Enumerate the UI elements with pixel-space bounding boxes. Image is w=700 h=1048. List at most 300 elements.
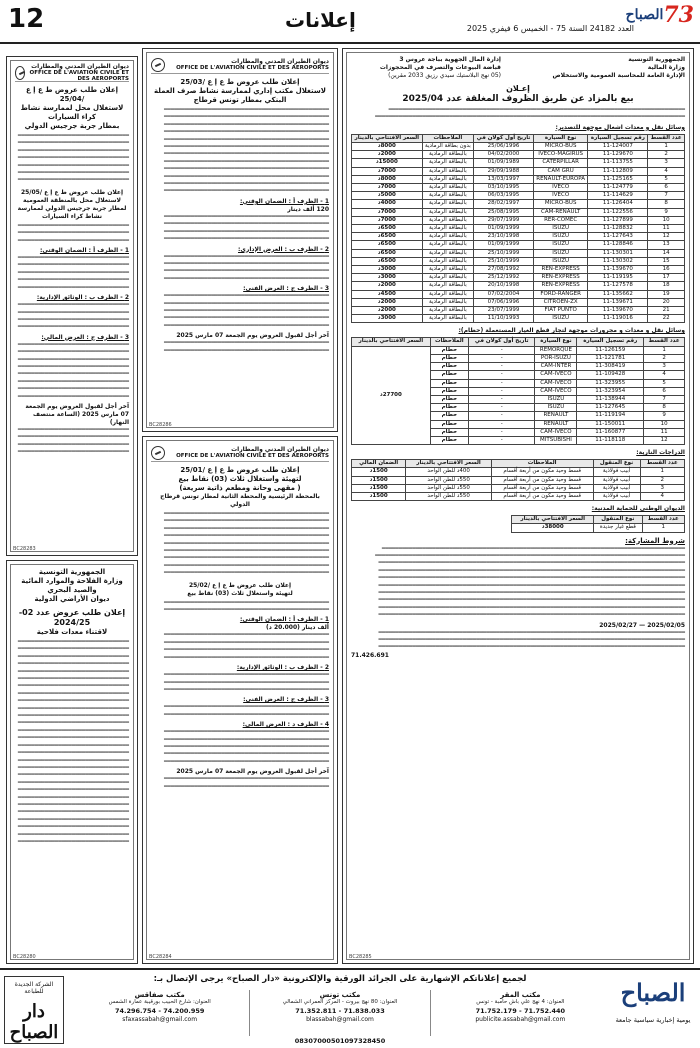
table-cell: بالبطاقة الرمادية (422, 151, 474, 159)
table-cell: 11-129670 (588, 151, 648, 159)
table-row (352, 476, 685, 484)
table-cell: بالبطاقة الرمادية (422, 315, 474, 323)
civil-protection-table (511, 515, 685, 532)
table-cell: حطام (430, 428, 468, 436)
table-cell: 11-130301 (588, 249, 648, 257)
deadline-text: آخر أجل لقبول العروض يوم الجمعة 07 مارس 2025 (176, 768, 329, 776)
body-text: ━━━━━━━━━━━━━━━━━━━━━━━━━━━━━━━━━ ━━━━━━━━━━━━━━━━━━━━━━━━━━━━━━━━━ ━━━━━━━━━━━━━━━━━━━━━━━━━━━━━━━━━ ━━━━━━━━━━━━━━━━━━━━━━━━━━━━━━━━━ ━━━━━━━━━━━━━━━━━━━━━━━━━━━━━━━━━ ━━━━━━━━━━━━━━━━━━━━━━━━━━━━━━━━━ ━━━━━━━━━━━━━━━━━━━━━━━━━━━━━━━━━ ━━━━━━━━━━━━━━━━━━━━━━━━━━━━━━━━━ (17, 341, 129, 400)
table-header-cell: عدد القسط (648, 134, 685, 142)
table-cell: بالبطاقة الرمادية (422, 167, 474, 175)
office-card (70, 990, 249, 1036)
ad-right-auction (342, 48, 694, 964)
table-cell: MICRO-BUS (533, 143, 588, 151)
table-cell: قسط وحيد مكون من أربعة أقسام (491, 476, 593, 484)
offices-list (70, 990, 610, 1036)
body-text: ━━━━━━━━━━━━━━━━━━━━━━━━━━━━━━━━━━━━━━━━━━━━━━━━━ ━━━━━━━━━━━━━━━━━━━━━━━━━━━━━━━━━━━━━━━━━━━━━━━━━ ━━━━━━━━━━━━━━━━━━━━━━━━━━━━━━━━━━━━━━━━━━━━━━━━━ ━━━━━━━━━━━━━━━━━━━━━━━━━━━━━━━━━━━━━━━━━━━━━━━━━ ━━━━━━━━━━━━━━━━━━━━━━━━━━━━━━━━━━━━━━━━━━━━━━━━━ ━━━━━━━━━━━━━━━━━━━━━━━━━━━━━━━━━━━━━━━━━━━━━━━━━ ━━━━━━━━━━━━━━━━━━━━━━━━━━━━━━━━━━━━━━━━━━━━━━━━━ ━━━━━━━━━━━━━━━━━━━━━━━━━━━━━━━━━━━━━━━━━━━━━━━━━ ━━━━━━━━━━━━━━━━━━━━━━━━━━━━━━━━━━━━━━━━━━━━━━━━━ (163, 511, 329, 577)
newspaper-logo (625, 2, 694, 28)
ad-title: إعلان طلب عروض ط ع إ ع /25/01 (180, 466, 300, 474)
ad-ref: BC28286 (149, 422, 172, 428)
table-header-cell: السعر الافتتاحي بالدينار (352, 338, 431, 346)
ad-title: إعلان طلب عروض ط ع إ ع /25/05 (20, 188, 124, 196)
table-cell: 1 (648, 143, 685, 151)
ad-ref: BC28280 (13, 954, 36, 960)
table-cell: 6500د (352, 241, 423, 249)
table-cell: بالبطاقة الرمادية (422, 274, 474, 282)
table-cell: 3000د (352, 266, 423, 274)
dar-assabah-box (4, 976, 64, 1044)
table-row (352, 298, 685, 306)
table-cell: 7000د (352, 216, 423, 224)
table-cell: 01/09/1999 (474, 225, 534, 233)
table-cell: حطام (430, 420, 468, 428)
table-cell: - (468, 354, 535, 362)
table-row (352, 151, 685, 159)
table-cell: MICRO-BUS (533, 200, 588, 208)
office-email: blassabah@gmail.com (306, 1016, 374, 1023)
section-heading: 2 - الظرف ب : الوثائق الإدارية: (36, 294, 129, 302)
table-cell: بالبطاقة الرمادية (422, 216, 474, 224)
office-phone: 71.752.179 - 71.752.440 (475, 1007, 566, 1015)
table-header-cell: نوع السيارة (535, 338, 577, 346)
oaca-name-ar: ديوان الطيران المدني والمطارات (231, 446, 329, 453)
table-cell: 7000د (352, 208, 423, 216)
table-cell: 01/09/1989 (474, 159, 534, 167)
table-cell: - (468, 395, 535, 403)
table-cell: RENAULT (535, 420, 577, 428)
table-cell: 11-121781 (577, 354, 644, 362)
table-cell: 22 (648, 315, 685, 323)
table-cell: 11-127645 (577, 404, 644, 412)
ad-title: ( مقهى وحانة ومطعم ذاتية سريعة) (179, 484, 301, 492)
conditions-heading: شروط المشاركة: (625, 536, 685, 545)
table-cell: 11-128832 (588, 225, 648, 233)
lot-title: الديوان الوطني للحماية المدنية: (591, 505, 685, 513)
table-cell: 12 (644, 436, 685, 444)
table-row (352, 192, 685, 200)
table-cell: 7 (644, 395, 685, 403)
auction-title: بيع بالمزاد عن طريق الظروف المغلقة عدد 2025/04 (402, 94, 634, 104)
table-cell: REN-EXPRESS (533, 282, 588, 290)
table-row (352, 233, 685, 241)
tagline: يومية إخبارية سياسية جامعة (615, 1016, 691, 1024)
table-cell: 4500د (352, 290, 423, 298)
table-cell: - (468, 420, 535, 428)
table-cell: 1500د (352, 484, 406, 492)
table-cell: 11-112809 (588, 167, 648, 175)
ad-title: لاستغلال مكتب إداري لممارسة نشاط صرف العملة (154, 87, 326, 95)
table-cell: 11-124779 (588, 184, 648, 192)
table-cell: أبيب فولاذية (593, 492, 640, 500)
table-row (352, 290, 685, 298)
table-cell: 11 (648, 225, 685, 233)
table-cell: 11-127578 (588, 282, 648, 290)
table-cell: ISUZU (533, 257, 588, 265)
page-footer (0, 968, 700, 1048)
office-name: مكتب تونس (319, 991, 361, 999)
table-row (352, 282, 685, 290)
table-cell: ISUZU (533, 249, 588, 257)
section-heading: 3 - الظرف ج : العرض المالي: (41, 333, 129, 341)
table-cell: 28/02/1997 (474, 200, 534, 208)
table-cell: بالبطاقة الرمادية (422, 233, 474, 241)
table-cell: بالبطاقة الرمادية (422, 241, 474, 249)
ad-title: لاستغلال محل لممارسة نشاط كراء السيارات (20, 104, 124, 121)
table-cell: 5000د (352, 192, 423, 200)
export-vehicles-table (351, 134, 685, 324)
table-cell: 1500د (352, 468, 406, 476)
table-cell: - (468, 387, 535, 395)
table-cell: CAM-IVECO (535, 428, 577, 436)
table-cell: ISUZU (533, 233, 588, 241)
table-cell: 3 (648, 159, 685, 167)
deadline-text: آخر أجل لقبول العروض يوم الجمعة 07 مارس 2025 (الساعة منتصف النهار) (25, 402, 129, 426)
table-cell: حطام (430, 412, 468, 420)
body-text: ━━━━━━━━━━━━━━━━━━━━━━━━━━━━━━━━━━━━━━━━━━━━━━━━━━━━━━━━━━━━━━━━━━━━━━━━━━━━━━━━━━━━━━━━ ━━━━━━━━━━━━━━━━━━━━━━━━━━━━━━━━━━━━━━━━━━━━━━━━━━━━━━━━━━━━━━━━━━━━━━━━━━━━━━━━━━━━━━━━━━━━ (375, 107, 685, 121)
table-cell: 38000د (512, 524, 594, 532)
table-cell: 11/10/1993 (474, 315, 534, 323)
table-cell: FORD-RANGER (533, 290, 588, 298)
table-cell: 11-139671 (588, 298, 648, 306)
table-cell: 4 (644, 371, 685, 379)
table-cell: 13/03/1997 (474, 175, 534, 183)
table-cell: 18 (648, 282, 685, 290)
table-cell: 21 (648, 307, 685, 315)
table-cell: 11-125165 (588, 175, 648, 183)
table-header-cell: الملاحظات (422, 134, 474, 142)
key-dates: 2025/02/05 — 2025/02/27 (599, 621, 685, 629)
section-heading: 3 - الظرف ج : العرض الفني: (243, 285, 329, 293)
table-row (352, 143, 685, 151)
assabah-brand (610, 976, 696, 1044)
ad-ref: BC28285 (349, 954, 372, 960)
table-cell: CAM-IVECO (535, 371, 577, 379)
table-cell: بالبطاقة الرمادية (422, 175, 474, 183)
auction-header (351, 56, 685, 80)
ad-title: إعلان طلب عروض ط ع إ ع /25/02 (188, 581, 292, 589)
table-cell: 11-126404 (588, 200, 648, 208)
ad-left-oaca (6, 56, 138, 556)
page-header (0, 0, 700, 44)
table-header-cell: رقم تسجيل السيارة (588, 134, 648, 142)
table-cell: 11-126159 (577, 346, 644, 354)
table-cell: CITROEN-ZX (533, 298, 588, 306)
table-cell: 25/08/1995 (474, 208, 534, 216)
table-cell: بالبطاقة الرمادية (422, 257, 474, 265)
table-cell: 11-135662 (588, 290, 648, 298)
table-cell: 29/09/1988 (474, 167, 534, 175)
table-cell: 11-114629 (588, 192, 648, 200)
assabah-logo: الصباح (620, 978, 686, 1007)
table-row (352, 159, 685, 167)
page-number: 12 (8, 4, 45, 34)
section-heading: 2 - الظرف ب : الوثائق الإدارية: (236, 664, 329, 672)
table-cell: IVECO (533, 184, 588, 192)
table-cell: 2 (640, 476, 684, 484)
table-cell: 07/02/2004 (474, 290, 534, 298)
lot-title: وسائل نقل و معدات و مجرورات موجهة لتجار قطع الغيار المستعملة (حطام): (458, 327, 685, 335)
body-text: ━━━━━━━━━━━━━━━━━━━━━━━━━━━━━━━━━━━━━━━━━━━━━━━━━ ━━━━━━━━━━━━━━━━━━━━━━━━━━━━━━━━━━━━━━━━━━━━━━━━━ ━━━━━━━━━━━━━━━━━━━━━━━━━━━━━━━━━━━━━━━━━━━━━━━━━ ━━━━━━━━━━━━━━━━━━━━━━━━━━━━━━━━━━━━━━━━━━━━━━━━━ (163, 253, 329, 282)
table-cell: 11-122556 (588, 208, 648, 216)
table-cell: بالبطاقة الرمادية (422, 290, 474, 298)
table-row (352, 175, 685, 183)
section-heading: 2 - الظرف ب : العرض الإداري: (237, 245, 329, 253)
table-cell: 7000د (352, 184, 423, 192)
body-text: ━━━━━━━━━━━━━━━━━━━━━━━━━━━━━━━━━━━━━━━━━━━━━━━━━ ━━━━━━━━━━━━━━━━━━━━━━━━━━━━━━━━━━━━━━━━━━━━━━━━━ ━━━━━━━━━━━━━━━━━━━━━━━━━━━━━━━━━━━━━━━━━━━━━━━━━ ━━━━━━━━━━━━━━━━━━━━━━━━━━━━━━━━━━━━━━━━━━━━━━━━━ (163, 213, 329, 243)
table-cell: 23/10/1998 (474, 233, 534, 241)
section-title: إعلانات (285, 8, 356, 32)
office-address: العنوان: 80 نهج بيروت - المركز العمراني الشمالي (282, 999, 398, 1005)
table-row (352, 468, 685, 476)
section-heading: 3 - الظرف ج : العرض الفني: (243, 696, 329, 704)
oaca-header (151, 444, 329, 462)
table-cell: 2 (648, 151, 685, 159)
table-row (352, 216, 685, 224)
table-row (352, 307, 685, 315)
table-cell: MITSUBISHI (535, 436, 577, 444)
body-text: ━━━━━━━━━━━━━━━━━━━━━━━━━━━━━━━━━ ━━━━━━━━━━━━━━━━━━━━━━━━━━━━━━━━━ ━━━━━━━━━━━━━━━━━━━━━━━━━━━━━━━━━ ━━━━━━━━━━━━━━━━━━━━━━━━━━━━━━━━━ (17, 426, 129, 456)
table-cell: 12 (648, 233, 685, 241)
table-cell: 11-113755 (588, 159, 648, 167)
table-cell: - (468, 412, 535, 420)
body-text: ━━━━━━━━━━━━━━━━━━━━━━━━━━━━━━━━━━━━━━━━━━━━━━━━━ ━━━━━━━━━━━━━━━━━━━━━━━━━━━━━━━━━━━━━━━━━━━━━━━━━ (163, 599, 329, 614)
table-cell: IVECO-MAGIRUS (533, 151, 588, 159)
table-cell: CAM-INTER (535, 363, 577, 371)
oaca-name-ar: ديوان الطيران المدني والمطارات (231, 58, 329, 65)
oaca-header (15, 64, 129, 82)
table-row (352, 274, 685, 282)
table-cell: حطام (430, 363, 468, 371)
table-cell: 2000د (352, 307, 423, 315)
masthead (434, 2, 694, 42)
guarantee-amount: ألف دينار (20.000 د) (266, 624, 329, 632)
dept-label: قباضة البيوعات والتصرف في المحجوزات (379, 64, 501, 71)
table-cell: حطام (430, 436, 468, 444)
table-cell: حطام (430, 395, 468, 403)
table-cell: 1 (644, 346, 685, 354)
table-cell: 11-124007 (588, 143, 648, 151)
table-cell: 3000د (352, 315, 423, 323)
body-text: ━━━━━━━━━━━━━━━━━━━━━━━━━━━━━━━━━━━━━━━━━━━━━━━━━ ━━━━━━━━━━━━━━━━━━━━━━━━━━━━━━━━━━━━━━━━━━━━━━━━━ (163, 340, 329, 354)
table-cell: بالبطاقة الرمادية (422, 266, 474, 274)
table-cell: 11-160877 (577, 428, 644, 436)
table-cell: 15 (648, 257, 685, 265)
table-cell: 11-139670 (588, 266, 648, 274)
table-row (352, 346, 685, 354)
office-address: العنوان: شارع الحبيب بورقيبة عمارة الشمس (108, 999, 211, 1005)
table-cell: - (468, 363, 535, 371)
oaca-name-fr: OFFICE DE L'AVIATION CIVILE ET DES AEROPORTS (29, 70, 129, 82)
table-cell: 11-323954 (577, 387, 644, 395)
table-header-cell: عدد القسط (640, 460, 684, 468)
table-cell: بالبطاقة الرمادية (422, 159, 474, 167)
oaca-logo-icon (151, 58, 165, 72)
table-header-cell: الضمان المالي (352, 460, 406, 468)
table-header-cell: تاريخ أول كولان في (468, 338, 535, 346)
section-heading: 1 - الظرف أ : الضمان الوقتي: (239, 616, 329, 624)
table-cell: 6 (648, 184, 685, 192)
table-cell: بالبطاقة الرمادية (422, 307, 474, 315)
table-cell: 11-138944 (577, 395, 644, 403)
body-text: ━━━━━━━━━━━━━━━━━━━━━━━━━━━━━━━━━ ━━━━━━━━━━━━━━━━━━━━━━━━━━━━━━━━━ ━━━━━━━━━━━━━━━━━━━━━━━━━━━━━━━━━ ━━━━━━━━━━━━━━━━━━━━━━━━━━━━━━━━━ ━━━━━━━━━━━━━━━━━━━━━━━━━━━━━━━━━ ━━━━━━━━━━━━━━━━━━━━━━━━━━━━━━━━━ ━━━━━━━━━━━━━━━━━━━━━━━━━━━━━━━━━ ━━━━━━━━━━━━━━━━━━━━━━━━━━━━━━━━━ ━━━━━━━━━━━━━━━━━━━━━━━━━━━━━━━━━ ━━━━━━━━━━━━━━━━━━━━━━━━━━━━━━━━━ ━━━━━━━━━━━━━━━━━━━━━━━━━━━━━━━━━ ━━━━━━━━━━━━━━━━━━━━━━━━━━━━━━━━━ ━━━━━━━━━━━━━━━━━━━━━━━━━━━━━━━━━ ━━━━━━━━━━━━━━━━━━━━━━━━━━━━━━━━━ ━━━━━━━━━━━━━━━━━━━━━━━━━━━━━━━━━ ━━━━━━━━━━━━━━━━━━━━━━━━━━━━━━━━━ ━━━━━━━━━━━━━━━━━━━━━━━━━━━━━━━━━ ━━━━━━━━━━━━━━━━━━━━━━━━━━━━━━━━━ ━━━━━━━━━━━━━━━━━━━━━━━━━━━━━━━━━ ━━━━━━━━━━━━━━━━━━━━━━━━━━━━━━━━━ ━━━━━━━━━━━━━━━━━━━━━━━━━━━━━━━━━ ━━━━━━━━━━━━━━━━━━━━━━━━━━━━━━━━━ ━━━━━━━━━━━━━━━━━━━━━━━━━━━━━━━━━ ━━━━━━━━━━━━━━━━━━━━━━━━━━━━━━━━━ ━━━━━━━━━━━━━━━━━━━━━━━━━━━━━━━━━ ━━━━━━━━━━━━━━━━━━━━━━━━━━━━━━━━━ ━━━━━━━━━━━━━━━━━━━━━━━━━━━━━━━━━ ━━━━━━━━━━━━━━━━━━━━━━━━━━━━━━━━━ (17, 639, 129, 845)
table-row (352, 208, 685, 216)
ad-left-ministry (6, 560, 138, 964)
table-header-cell: الملاحظات (430, 338, 468, 346)
ad-title: إعلان طلب عروض ط ع إ ع /25/04 (25, 86, 119, 103)
table-cell: 6500د (352, 257, 423, 265)
table-cell: بالبطاقة الرمادية (422, 282, 474, 290)
body-text: ━━━━━━━━━━━━━━━━━━━━━━━━━━━━━━━━━━━━━━━━━━━━━━━━━━━━━━━━━━━━━━━━━━━━━━━━━━━━━━━━━━━━━━━━━━ ━━━━━━━━━━━━━━━━━━━━━━━━━━━━━━━━━━━━━━━━━━━━━━━━━━━━━━━━━━━━━━━━━━━━━━━━━━━━━━━━━━━━━━━━━━━━ ━━━━━━━━━━━━━━━━━━━━━━━━━━━━━━━━━━━━━━━━━━━━━━━━━━━━━━━━━━━━━━━━━━━━━━━━━━━━━━━━━━━━━━━━━━━ ━━━━━━━━━━━━━━━━━━━━━━━━━━━━━━━━━━━━━━━━━━━━━━━━━━━━━━━━━━━━━━━━━━━━━━━━━━━━━━━━━━━━━━━━━━━ ━━━━━━━━━━━━━━━━━━━━━━━━━━━━━━━━━━━━━━━━━━━━━━━━━━━━━━━━━━━━━━━━━━━━━━━━━━━━━━━━━━━━━━━━━━━ ━━━━━━━━━━━━━━━━━━━━━━━━━━━━━━━━━━━━━━━━━━━━━━━━━━━━━━━━━━━━━━━━━━━━━━━━━━━━━━━━━━━━━━━━━━━ ━━━━━━━━━━━━━━━━━━━━━━━━━━━━━━━━━━━━━━━━━━━━━━━━━━━━━━━━━━━━━━━━━━━━━━━━━━━━━━━━━━━━━━━━━━━ ━━━━━━━━━━━━━━━━━━━━━━━━━━━━━━━━━━━━━━━━━━━━━━━━━━━━━━━━━━━━━━━━━━━━━━━━━━━━━━━━━━━━━━━━━━━ ━━━━━━━━━━━━━━━━━━━━━━━━━━━━━━━━━━━━━━━━━━━━━━━━━━━━━━━━━━━━━━━━━━━━━━━━━━━━━━━━━━━━━━━━━━━ ━━━━━━━━━━━━━━━━━━━━━━━━━━━━━━━━━━━━━━━━━━━━━━━━━━━━━━━━━━━━━━━━━━━━━━━━━━━━━━━━━━━━━━━━━━━ (375, 545, 685, 619)
dar-assabah-logo: دار الصباح (9, 1001, 59, 1043)
table-cell: قسط وحيد مكون من أربعة أقسام (491, 468, 593, 476)
ad-title: لتهيئة واستغلال ثلاث (03) نقاط بيع (187, 589, 293, 597)
oaca-header (151, 56, 329, 74)
contact-phone: 71.426.691 (351, 651, 389, 659)
table-cell: 01/09/1999 (474, 241, 534, 249)
date-close: 2025/02/27 (599, 621, 638, 629)
date-open: 2025/02/05 (647, 621, 685, 629)
table-header-cell: عدد القسط (642, 516, 684, 524)
dept-address: (05 نهج البلاستيك سيدي رزيق 2033 مقرين) (388, 72, 501, 79)
table-cell: 4000د (352, 200, 423, 208)
office-label: ديوان الأراضي الدولية (34, 595, 110, 603)
body-text: ━━━━━━━━━━━━━━━━━━━━━━━━━━━━━━━━━ ━━━━━━━━━━━━━━━━━━━━━━━━━━━━━━━━━ ━━━━━━━━━━━━━━━━━━━━━━━━━━━━━━━━━ ━━━━━━━━━━━━━━━━━━━━━━━━━━━━━━━━━ ━━━━━━━━━━━━━━━━━━━━━━━━━━━━━━━━━ (17, 255, 129, 291)
table-header-cell: السعر الافتتاحي بالدينار (406, 460, 492, 468)
table-cell: 3 (640, 484, 684, 492)
table-cell: 6500د (352, 233, 423, 241)
table-cell: 11-118118 (577, 436, 644, 444)
table-cell: حطام (430, 354, 468, 362)
table-header-cell: الملاحظات (491, 460, 593, 468)
table-cell: 11-308419 (577, 363, 644, 371)
table-cell: RENAULT (535, 412, 577, 420)
table-cell: 4 (648, 167, 685, 175)
table-row (352, 266, 685, 274)
table-cell: 25/12/1992 (474, 274, 534, 282)
table-cell: 2000د (352, 298, 423, 306)
table-header-cell: نوع السيارة (533, 134, 588, 142)
republic-label: الجمهورية التونسية (38, 568, 106, 576)
table-row (352, 200, 685, 208)
table-cell: CAM-IVECO (535, 379, 577, 387)
table-cell: RENAULT-EUROPA (533, 175, 588, 183)
table-cell: 4 (640, 492, 684, 500)
ad-title: لمطار جربة جرجيس الدولي لممارسة نشاط كراء السيارات (17, 204, 127, 220)
table-cell: بدون بطاقة الرمادية (422, 143, 474, 151)
oaca-name-fr: OFFICE DE L'AVIATION CIVILE ET DES AEROPORTS (176, 65, 329, 71)
table-cell: CAM-RENAULT (533, 208, 588, 216)
table-cell: ISUZU (533, 315, 588, 323)
table-cell: بالبطاقة الرمادية (422, 192, 474, 200)
ad-title: البنكي بمطار تونس قرطاج (193, 96, 287, 104)
table-row (352, 241, 685, 249)
scrap-vehicles-table (351, 337, 685, 445)
table-header-cell: نوع المنقول (593, 460, 640, 468)
table-cell: 17 (648, 274, 685, 282)
issue-line: العدد 24182 السنة 75 - الخميس 6 فيفري 2025 (466, 24, 634, 33)
table-cell: - (468, 371, 535, 379)
ad-title: إعلان طلب عروض ط ع إ ع /25/03 (180, 78, 300, 86)
table-cell: 11 (644, 428, 685, 436)
steel-pipes-table (351, 459, 685, 501)
table-cell: بالبطاقة الرمادية (422, 225, 474, 233)
table-row (352, 484, 685, 492)
table-cell: 3000د (352, 274, 423, 282)
table-cell: 10 (648, 216, 685, 224)
office-card (249, 990, 429, 1036)
ad-ref: BC28284 (149, 954, 172, 960)
table-cell: 1 (642, 524, 684, 532)
table-cell: CAM GRU (533, 167, 588, 175)
table-cell: - (468, 379, 535, 387)
office-phone: 71.352.811 - 71.838.033 (295, 1007, 385, 1015)
table-cell: 2000د (352, 282, 423, 290)
table-header-cell: عدد القسط (644, 338, 685, 346)
table-cell: 20/10/1998 (474, 282, 534, 290)
printer-label: الشركة الجديدة للطباعة (14, 981, 54, 995)
ministry-label: وزارة الفلاحة والموارد المائية والصيد البحري (21, 577, 123, 594)
table-cell: - (468, 346, 535, 354)
table-cell: حطام (430, 346, 468, 354)
table-cell: قسط وحيد مكون من أربعة أقسام (491, 492, 593, 500)
table-cell: REMORQUE (535, 346, 577, 354)
lot-title: الدراجات النارية: (636, 449, 685, 457)
oaca-logo-icon (151, 446, 165, 460)
bank-rib: 08307000501097328450 (294, 1037, 386, 1045)
table-cell: - (468, 404, 535, 412)
table-cell: 11-119195 (588, 274, 648, 282)
announce-label: إعـلان (506, 84, 530, 93)
body-text: ━━━━━━━━━━━━━━━━━━━━━━━━━━━━━━━━━━━━━━━━━━━━━━━━━━━━━━━━━━━━━━━━━━━━━━━━━━━━━━━━━━━━━━━━━━━ ━━━━━━━━━━━━━━━━━━━━━━━━━━━━━━━━━━━━━━━━━━━━━━━━━━━━━━━━━━━━━━━━━━━━━━━━━━━━━━━━━━━━━━━━━━━ ━━━━━━━━━━━━━━━━━━━━━━━━━━━━━━━━━━━━━━━━━━━━━━━━━━━━━━━━━━━━━━━━━━━━━━━━━━━━━━━━━━━━━━━━━━━ (378, 629, 685, 651)
deadline-text: آخر أجل لقبول العروض يوم الجمعة 07 مارس 2025 (176, 332, 329, 340)
ad-ref: BC28283 (13, 546, 36, 552)
ad-mid-exchange (142, 48, 338, 432)
table-cell: 6500د (352, 249, 423, 257)
table-cell: 27/08/1992 (474, 266, 534, 274)
table-cell: 1500د (352, 492, 406, 500)
table-cell: أبيب فولاذية (593, 484, 640, 492)
table-header-cell: السعر الافتتاحي بالدينار (512, 516, 594, 524)
table-row (352, 167, 685, 175)
ad-title: لاستغلال محل بالمنطقة العمومية (23, 196, 121, 204)
table-cell: 9 (648, 208, 685, 216)
table-cell: حطام (430, 404, 468, 412)
table-cell: 5 (648, 175, 685, 183)
table-cell: ISUZU (533, 241, 588, 249)
table-cell: 29/07/1999 (474, 216, 534, 224)
guarantee-amount: 120 ألف دينار (287, 205, 329, 213)
ad-title: بالمحطة الرئيسية والمحطة الثانية لمطار تونس قرطاج الدولي (160, 493, 320, 508)
body-text: ━━━━━━━━━━━━━━━━━━━━━━━━━━━━━━━━━━━━━━━━━━━━━━━━━ ━━━━━━━━━━━━━━━━━━━━━━━━━━━━━━━━━━━━━━━━━━━━━━━━━ ━━━━━━━━━━━━━━━━━━━━━━━━━━━━━━━━━━━━━━━━━━━━━━━━━ ━━━━━━━━━━━━━━━━━━━━━━━━━━━━━━━━━━━━━━━━━━━━━━━━━ ━━━━━━━━━━━━━━━━━━━━━━━━━━━━━━━━━━━━━━━━━━━━━━━━━ ━━━━━━━━━━━━━━━━━━━━━━━━━━━━━━━━━━━━━━━━━━━━━━━━━ ━━━━━━━━━━━━━━━━━━━━━━━━━━━━━━━━━━━━━━━━━━━━━━━━━ ━━━━━━━━━━━━━━━━━━━━━━━━━━━━━━━━━━━━━━━━━━━━━━━━━ ━━━━━━━━━━━━━━━━━━━━━━━━━━━━━━━━━━━━━━━━━━━━━━━━━ ━━━━━━━━━━━━━━━━━━━━━━━━━━━━━━━━━━━━━━━━━━━━━━━━━ ━━━━━━━━━━━━━━━━━━━━━━━━━━━━━━━━━━━━━━━━━━━━━━━━━ ━━━━━━━━━━━━━━━━━━━━━━━━━━━━━━━━━━━━━━━━━━━━━━━━━ (163, 107, 329, 195)
logo-word: الصباح (625, 7, 664, 23)
table-cell: 6500د (352, 225, 423, 233)
table-cell: 8000د (352, 175, 423, 183)
table-cell: 23/07/1999 (474, 307, 534, 315)
table-cell: 11-119016 (588, 315, 648, 323)
total-bid-cell: 27700د (352, 346, 431, 444)
table-cell: 11-323955 (577, 379, 644, 387)
table-cell: 03/10/1995 (474, 184, 534, 192)
table-cell: 11-139670 (588, 307, 648, 315)
table-cell: ISUZU (535, 404, 577, 412)
office-name: مكتب صفاقس (134, 991, 185, 999)
directorate-label: الإدارة العامة للمحاسبة العمومية والاستخلاص (552, 72, 685, 79)
table-cell: 7 (648, 192, 685, 200)
table-cell: قطع غيار جديدة (594, 524, 642, 532)
table-header-cell: نوع المنقول (594, 516, 642, 524)
table-cell: 07/06/1996 (474, 298, 534, 306)
table-cell: 1500د (352, 476, 406, 484)
table-cell: ISUZU (533, 225, 588, 233)
